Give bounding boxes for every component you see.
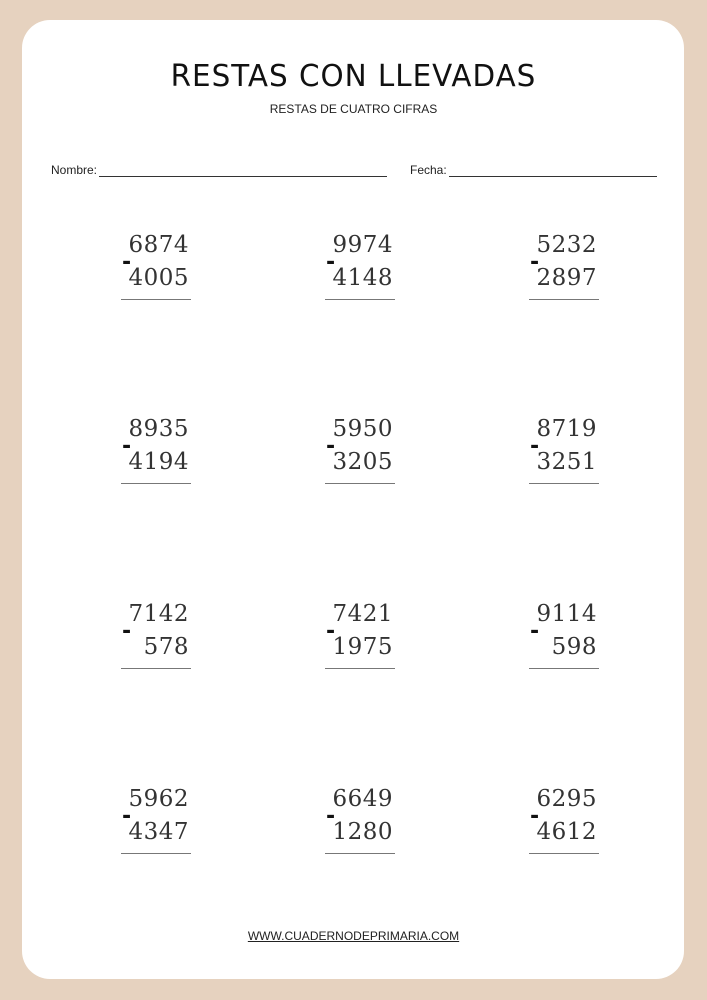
minuend: 5950 — [332, 416, 393, 442]
subtraction-problem-5 — [325, 416, 397, 500]
minus-sign: - — [122, 434, 132, 459]
answer-line — [121, 853, 191, 854]
minuend: 6874 — [128, 232, 189, 258]
date-line[interactable] — [449, 164, 657, 177]
minus-sign: - — [326, 250, 336, 275]
minuend: 8935 — [128, 416, 189, 442]
minus-sign: - — [326, 804, 336, 829]
answer-line — [529, 299, 599, 300]
minuend: 9974 — [332, 232, 393, 258]
minus-sign: - — [122, 250, 132, 275]
answer-line — [325, 299, 395, 300]
subtraction-problem-2 — [325, 232, 397, 316]
minus-sign: - — [122, 804, 132, 829]
minuend: 5232 — [536, 232, 597, 258]
minuend: 6649 — [332, 786, 393, 812]
subtrahend: 598 — [551, 634, 597, 660]
subtraction-problem-11 — [325, 786, 397, 870]
minuend: 8719 — [536, 416, 597, 442]
answer-line — [529, 483, 599, 484]
minus-sign: - — [326, 619, 336, 644]
minus-sign: - — [530, 250, 540, 275]
answer-line — [325, 668, 395, 669]
subtraction-problem-7 — [121, 601, 193, 685]
answer-line — [529, 853, 599, 854]
subtrahend: 4194 — [128, 449, 189, 475]
answer-line — [325, 853, 395, 854]
subtraction-problem-10 — [121, 786, 193, 870]
minuend: 7142 — [128, 601, 189, 627]
worksheet-title: RESTAS CON LLEVADAS — [170, 59, 537, 94]
minuend: 9114 — [536, 601, 597, 627]
subtrahend: 4005 — [128, 265, 189, 291]
minuend: 5962 — [128, 786, 189, 812]
answer-line — [121, 299, 191, 300]
subtraction-problem-12 — [529, 786, 601, 870]
subtrahend: 2897 — [536, 265, 597, 291]
minus-sign: - — [530, 804, 540, 829]
subtraction-problem-9 — [529, 601, 601, 685]
minus-sign: - — [326, 434, 336, 459]
date-label: Fecha: — [410, 163, 447, 177]
subtraction-problem-1 — [121, 232, 193, 316]
subtrahend: 3251 — [536, 449, 597, 475]
subtrahend: 1975 — [332, 634, 393, 660]
minus-sign: - — [122, 619, 132, 644]
minuend: 6295 — [536, 786, 597, 812]
subtraction-problem-4 — [121, 416, 193, 500]
answer-line — [529, 668, 599, 669]
answer-line — [121, 668, 191, 669]
minuend: 7421 — [332, 601, 393, 627]
subtrahend: 4347 — [128, 819, 189, 845]
worksheet-subtitle: RESTAS DE CUATRO CIFRAS — [269, 102, 438, 116]
answer-line — [325, 483, 395, 484]
subtrahend: 1280 — [332, 819, 393, 845]
name-label: Nombre: — [51, 163, 98, 177]
name-line[interactable] — [99, 164, 387, 177]
answer-line — [121, 483, 191, 484]
subtrahend: 4148 — [332, 265, 393, 291]
footer-link[interactable]: WWW.CUADERNODEPRIMARIA.COM — [247, 929, 460, 943]
subtrahend: 4612 — [536, 819, 597, 845]
subtraction-problem-8 — [325, 601, 397, 685]
minus-sign: - — [530, 619, 540, 644]
name-field[interactable] — [51, 163, 387, 177]
subtraction-problem-3 — [529, 232, 601, 316]
footer — [0, 929, 707, 943]
subtrahend: 578 — [143, 634, 189, 660]
minus-sign: - — [530, 434, 540, 459]
subtraction-problem-6 — [529, 416, 601, 500]
date-field[interactable] — [410, 163, 657, 177]
subtrahend: 3205 — [332, 449, 393, 475]
